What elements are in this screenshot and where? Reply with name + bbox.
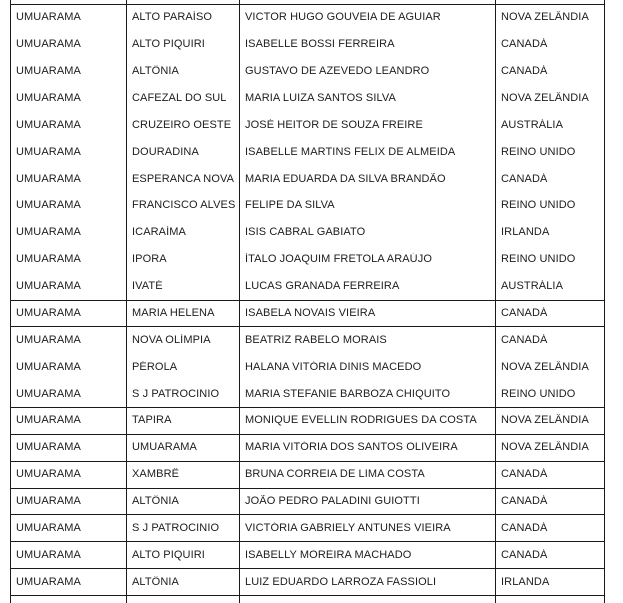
cell-person-name: MARIA VITÓRIA DOS SANTOS OLIVEIRA [245, 441, 458, 454]
table-row [10, 165, 605, 192]
cell-locality: ESPERANCA NOVA [132, 172, 235, 185]
cell-person-name: ISABELA NOVAIS VIEIRA [245, 306, 376, 319]
cell-locality: ALTÔNIA [132, 65, 179, 78]
cell-municipality: UMUARAMA [16, 387, 81, 400]
grid-line-horizontal [10, 488, 605, 489]
cell-municipality: UMUARAMA [16, 38, 81, 51]
table-row [10, 514, 605, 541]
cell-municipality: UMUARAMA [16, 333, 81, 346]
table-row [10, 541, 605, 568]
cell-municipality: UMUARAMA [16, 575, 81, 588]
grid-line-horizontal [10, 461, 605, 462]
table-row [10, 461, 605, 488]
cell-person-name: ISABELLY MOREIRA MACHADO [245, 548, 412, 561]
cell-person-name: MARIA LUIZA SANTOS SILVA [245, 92, 396, 104]
cell-country: CANADÁ [501, 548, 548, 561]
cell-person-name: JOÃO PEDRO PALADINI GUIOTTI [245, 494, 420, 507]
cell-locality: ALTÔNIA [132, 494, 179, 507]
grid-line-horizontal [10, 4, 605, 5]
grid-line-horizontal [10, 541, 605, 542]
cell-locality: MARIA HELENA [132, 306, 215, 319]
cell-municipality: UMUARAMA [16, 494, 81, 507]
table-row [10, 353, 605, 380]
cell-locality: NOVA OLÍMPIA [132, 333, 211, 346]
cell-municipality: UMUARAMA [16, 11, 81, 24]
cell-country: REINO UNIDO [501, 145, 576, 158]
cell-country: CANADÁ [501, 65, 548, 78]
cell-locality: UMUARAMA [132, 441, 197, 454]
cell-locality: PÉROLA [132, 360, 178, 373]
cell-person-name: ISIS CABRAL GABIATO [245, 226, 366, 239]
cell-municipality: UMUARAMA [16, 253, 81, 266]
grid-line-vertical [126, 0, 127, 603]
cell-country: NOVA ZELÂNDIA [501, 441, 589, 454]
cell-country: AUSTRÁLIA [501, 280, 564, 293]
table-row [10, 273, 605, 300]
cell-municipality: UMUARAMA [16, 226, 81, 239]
table-row [10, 58, 605, 85]
cell-locality: ALTO PIQUIRI [132, 38, 205, 51]
table-row [10, 488, 605, 515]
grid-line-horizontal [10, 568, 605, 569]
cell-person-name: LUIZ EDUARDO LARROZA FASSIOLI [245, 575, 437, 588]
cell-locality: ALTO PIQUIRI [132, 548, 205, 561]
cell-municipality: UMUARAMA [16, 360, 81, 373]
cell-municipality: UMUARAMA [16, 548, 81, 561]
table-row [10, 31, 605, 58]
cell-person-name: MONIQUE EVELLIN RODRIGUES DA COSTA [245, 414, 477, 427]
cell-municipality: UMUARAMA [16, 468, 81, 481]
cell-person-name: VICTÓRIA GABRIELY ANTUNES VIEIRA [245, 521, 451, 534]
cell-person-name: LUCAS GRANADA FERREIRA [245, 280, 400, 293]
grid-line-horizontal [10, 326, 605, 327]
cell-municipality: UMUARAMA [16, 65, 81, 78]
cell-country: CANADÁ [501, 172, 548, 185]
cell-country: NOVA ZELÂNDIA [501, 414, 589, 427]
table-row [10, 192, 605, 219]
cell-municipality: UMUARAMA [16, 441, 81, 454]
cell-municipality: UMUARAMA [16, 521, 81, 534]
cell-municipality: UMUARAMA [16, 414, 81, 427]
grid-line-horizontal [10, 514, 605, 515]
table-row [10, 4, 605, 31]
table-row [10, 326, 605, 353]
cell-country: NOVA ZELÂNDIA [501, 11, 589, 24]
cell-locality: FRANCISCO ALVES [132, 199, 236, 212]
cell-country: CANADÁ [501, 38, 548, 51]
cell-person-name: FELIPE DA SILVA [245, 199, 335, 212]
cell-person-name: BEATRIZ RABELO MORAIS [245, 333, 387, 346]
cell-country: CANADÁ [501, 306, 548, 319]
cell-country: REINO UNIDO [501, 387, 576, 400]
grid-line-horizontal [10, 407, 605, 408]
cell-locality: CRUZEIRO OESTE [132, 118, 232, 131]
cell-municipality: UMUARAMA [16, 92, 81, 104]
cell-locality: ALTO PARAÍSO [132, 11, 213, 24]
cell-country: CANADÁ [501, 494, 548, 507]
table [10, 0, 605, 603]
table-row [10, 138, 605, 165]
cell-person-name: MARIA STEFANIE BARBOZA CHIQUITO [245, 387, 451, 400]
table-row [10, 568, 605, 595]
cell-person-name: MARIA EDUARDA DA SILVA BRANDÃO [245, 172, 446, 185]
grid-line-horizontal [10, 434, 605, 435]
table-row [10, 111, 605, 138]
cell-country: CANADÁ [501, 468, 548, 481]
cell-country: NOVA ZELÂNDIA [501, 360, 589, 373]
cell-country: AUSTRÁLIA [501, 118, 564, 131]
cell-locality: TAPIRA [132, 414, 172, 427]
cell-locality: ICARAÍMA [132, 226, 186, 239]
grid-line-horizontal [10, 300, 605, 301]
cell-person-name: GUSTAVO DE AZEVEDO LEANDRO [245, 65, 430, 78]
cell-country: REINO UNIDO [501, 199, 576, 212]
cell-person-name: JOSÉ HEITOR DE SOUZA FREIRE [245, 118, 423, 131]
cell-person-name: BRUNA CORREIA DE LIMA COSTA [245, 468, 425, 481]
table-row [10, 380, 605, 407]
table-row [10, 407, 605, 434]
grid-line-vertical [604, 0, 605, 603]
cell-municipality: UMUARAMA [16, 280, 81, 293]
cell-municipality: UMUARAMA [16, 306, 81, 319]
cell-municipality: UMUARAMA [16, 145, 81, 158]
cell-locality: S J PATROCINIO [132, 521, 220, 534]
cell-person-name: HALANA VITÓRIA DINIS MACEDO [245, 360, 422, 373]
table-row [10, 300, 605, 327]
cell-locality: ALTÔNIA [132, 575, 179, 588]
cell-person-name: ÍTALO JOAQUIM FRETOLA ARAÚJO [245, 253, 432, 266]
grid-line-horizontal [10, 595, 605, 596]
cell-person-name: ISABELLE BOSSI FERREIRA [245, 38, 395, 51]
cell-country: CANADÁ [501, 333, 548, 346]
grid-line-vertical [495, 0, 496, 603]
cell-municipality: UMUARAMA [16, 172, 81, 185]
cell-locality: DOURADINA [132, 145, 199, 158]
table-row [10, 434, 605, 461]
cell-locality: XAMBRÊ [132, 468, 180, 481]
cell-locality: IVATÉ [132, 280, 163, 293]
grid-line-vertical [10, 0, 11, 603]
cell-municipality: UMUARAMA [16, 118, 81, 131]
cell-locality: IPORA [132, 253, 167, 266]
table-row [10, 85, 605, 112]
cell-country: NOVA ZELÂNDIA [501, 92, 589, 104]
cell-country: IRLANDA [501, 226, 550, 239]
cell-locality: CAFEZAL DO SUL [132, 92, 227, 104]
table-row [10, 219, 605, 246]
table-row [10, 246, 605, 273]
grid-line-vertical [239, 0, 240, 603]
cell-country: IRLANDA [501, 575, 550, 588]
cell-locality: S J PATROCINIO [132, 387, 220, 400]
cell-municipality: UMUARAMA [16, 199, 81, 212]
cell-person-name: VICTOR HUGO GOUVEIA DE AGUIAR [245, 11, 441, 24]
cell-country: REINO UNIDO [501, 253, 576, 266]
cell-person-name: ISABELLE MARTINS FELIX DE ALMEIDA [245, 145, 456, 158]
cell-country: CANADÁ [501, 521, 548, 534]
